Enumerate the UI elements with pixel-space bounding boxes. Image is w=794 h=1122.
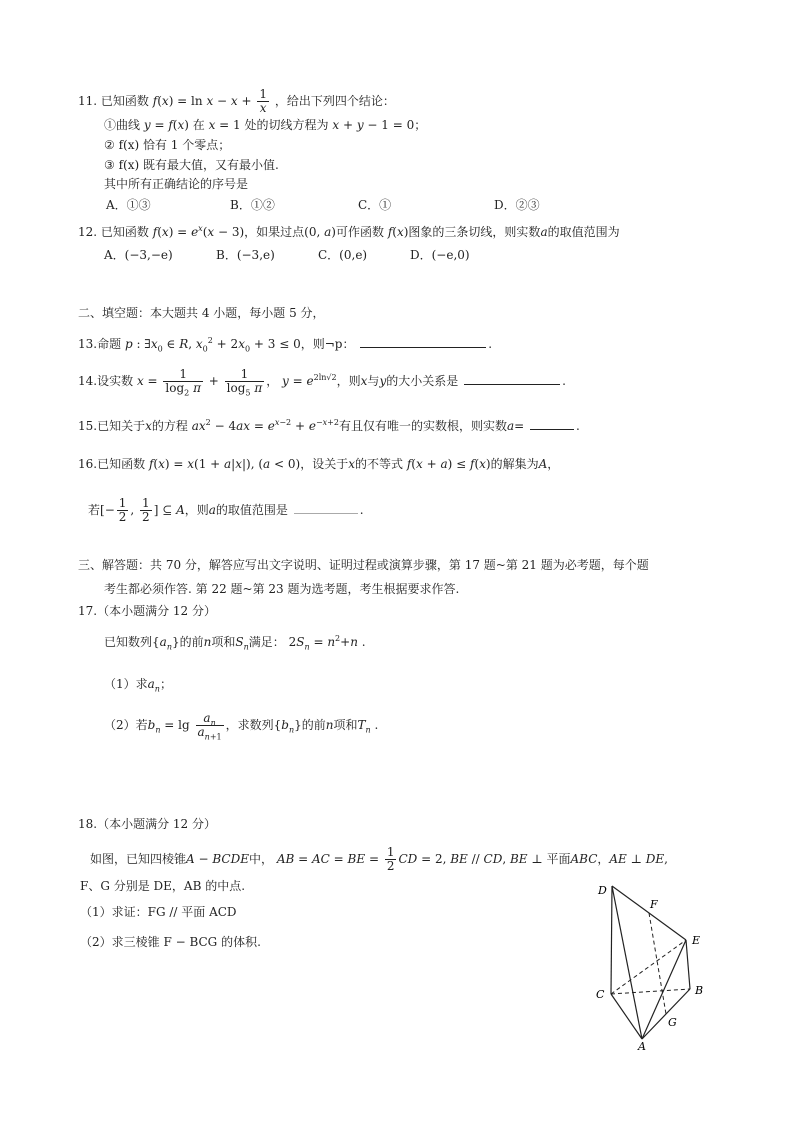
q18-heading: 18.（本小题满分 12 分）	[78, 817, 216, 831]
q13-answer-blank[interactable]	[360, 336, 486, 348]
edge-BA	[642, 989, 690, 1039]
section-3-heading: 三、解答题：共 70 分，解答应写出文字说明、证明过程或演算步骤，第 17 题~第 21 题为必考题，每个题	[78, 558, 649, 572]
edge-CB-hidden	[611, 989, 690, 994]
label-G: G	[668, 1016, 677, 1029]
q16-line-2: 若[− $\frac{1}{2}$ , $\frac{1}{2}$ ] ⊆ A，则a的取值范围是 .	[88, 496, 364, 524]
q12-option-a: A．(−3,−e)	[104, 248, 173, 262]
pyramid-figure	[590, 876, 720, 1052]
q12-option-d: D．(−e,0)	[410, 248, 470, 262]
q12-option-b: B．(−3,e)	[216, 248, 275, 262]
q11-option-c: C．①	[358, 198, 392, 212]
q18-part-1: （1）求证：FG // 平面 ACD	[80, 905, 237, 919]
q15-answer-blank[interactable]	[530, 418, 574, 430]
label-B: B	[695, 984, 704, 997]
q13-line: 13.命题 p : $\exists x_0$ ∈ R, $x_0^2 + 2x_0 + 3 \le 0$，则¬p： .	[78, 336, 493, 354]
q12-number: 12.	[78, 225, 98, 239]
edge-EA	[642, 940, 686, 1039]
q11-statement-3: ③ f(x) 既有最大值，又有最小值.	[104, 158, 279, 172]
q18-midpoints: F、G 分别是 DE，AB 的中点.	[80, 879, 246, 893]
q14-answer-blank[interactable]	[464, 373, 560, 385]
segment-FG-hidden	[649, 913, 666, 1014]
edge-EB	[686, 940, 690, 989]
q17-heading: 17.（本小题满分 12 分）	[78, 604, 216, 618]
q12-line: 12. 已知函数 $f(x) = e^x(x - 3)$，如果过点(0, a)可作函数 f(x)图象的三条切线，则实数a的取值范围为	[78, 224, 620, 239]
section-2-heading: 二、填空题：本大题共 4 小题，每小题 5 分，	[78, 306, 325, 320]
label-E: E	[692, 934, 701, 947]
q18-stem: 如图，已知四棱锥A − BCDE中， AB = AC = BE = $\frac{1}{2}$ CD = 2, BE // CD, BE ⊥ 平面ABC，AE ⊥ DE,	[90, 845, 668, 873]
q17-part-1: （1）求$a_n$；	[104, 677, 172, 694]
q11-question: 其中所有正确结论的序号是	[104, 177, 249, 191]
q11-option-a: A．①③	[106, 198, 151, 212]
q11-option-b: B．①②	[230, 198, 275, 212]
q12-option-c: C．(0,e)	[318, 248, 368, 262]
q11-stem-tail: ，给出下列四个结论：	[274, 94, 395, 108]
edge-CE-hidden	[611, 940, 686, 994]
q17-stem: 已知数列$\{a_n\}$的前n项和$S_n$满足： $2S_n = n^2+n$ .	[104, 634, 366, 652]
q16-answer-blank[interactable]	[294, 502, 358, 514]
edge-DC	[611, 886, 612, 994]
q11-option-d: D．②③	[494, 198, 540, 212]
label-A: A	[638, 1040, 646, 1052]
q18-part-2: （2）求三棱锥 F − BCG 的体积.	[80, 935, 261, 949]
q16-line-1: 16.已知函数 f(x) = x(1 + a|x|), (a < 0)，设关于x的不等式 f(x + a) ≤ f(x)的解集为A，	[78, 457, 560, 471]
q17-part-2: （2）若$b_n = \lg$ $\frac{a_n}{a_{n+1}}$ ，求数列$\{b_n\}$的前n项和$T_n$ .	[104, 711, 379, 742]
q11-statement-2: ② f(x) 恰有 1 个零点；	[104, 138, 231, 152]
section-3-note: 考生都必须作答. 第 22 题~第 23 题为选考题，考生根据要求作答.	[104, 582, 460, 596]
q11-stem: 已知函数	[100, 94, 149, 108]
label-F: F	[650, 898, 658, 911]
edge-DA	[612, 886, 642, 1039]
q14-line: 14.设实数 x = $\frac{1}{\log_2 \pi}$ + $\frac{1}{\log_5 \pi}$ ， $y = e^{2ln√2}$，则x与y的大小关系是 .	[78, 367, 566, 398]
q15-line: 15.已知关于x的方程 $ax^2 - 4ax = e^{x-2} + e^{-x+2}$有且仅有唯一的实数根，则实数a= .	[78, 418, 580, 433]
q11-line: 11. 已知函数 f(x) = ln x − x + $\frac{1}{x}$ ，给出下列四个结论：	[78, 87, 395, 115]
q11-statement-1: ①曲线 y = f(x) 在 x = 1 处的切线方程为 x + y − 1 = 0；	[104, 118, 427, 132]
q11-number: 11.	[78, 94, 98, 108]
label-D: D	[598, 884, 607, 897]
label-C: C	[596, 988, 605, 1001]
